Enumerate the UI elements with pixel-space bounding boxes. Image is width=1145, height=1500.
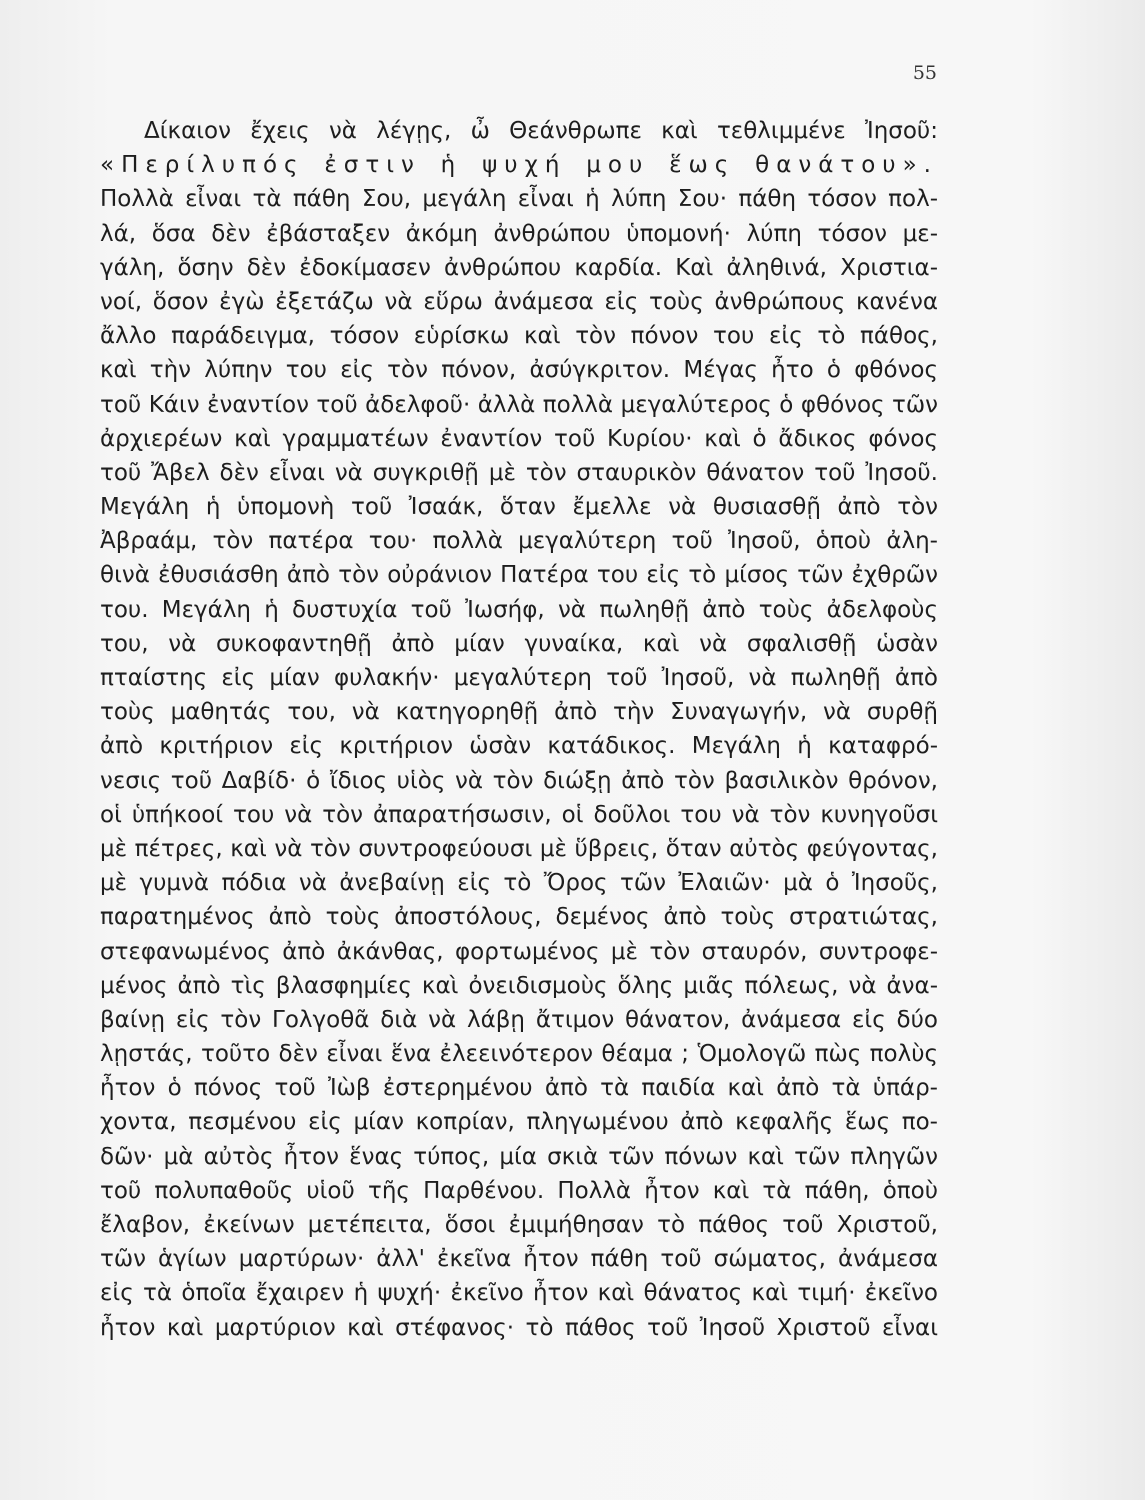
- text-line: γάλη, ὅσην δὲν ἐδοκίμασεν ἀνθρώπου καρδία. Καὶ ἀληθινά, Χριστια-: [100, 254, 938, 281]
- text-line: ἀρχιερέων καὶ γραμματέων ἐναντίον τοῦ Κυρίου· καὶ ὁ ἄδικος φόνος: [100, 425, 938, 452]
- text-line: νεσις τοῦ Δαβίδ· ὁ ἴδιος υἱὸς νὰ τὸν διώξῃ ἀπὸ τὸν βασιλικὸν θρόνον,: [100, 767, 938, 794]
- text-line: πταίστης εἰς μίαν φυλακήν· μεγαλύτερη τοῦ Ἰησοῦ, νὰ πωληθῇ ἀπὸ: [100, 665, 938, 691]
- text-line: χοντα, πεσμένου εἰς μίαν κοπρίαν, πληγωμένου ἀπὸ κεφαλῆς ἕως πο-: [100, 1109, 938, 1136]
- text-line: δῶν· μὰ αὐτὸς ἦτον ἕνας τύπος, μία σκιὰ τῶν πόνων καὶ τῶν πληγῶν: [100, 1143, 938, 1170]
- text-line: μὲ πέτρες, καὶ νὰ τὸν συντροφεύουσι μὲ ὕβρεις, ὅταν αὐτὸς φεύγοντας,: [100, 835, 938, 862]
- text-line: Δίκαιον ἔχεις νὰ λέγῃς, ὦ Θεάνθρωπε καὶ τεθλιμμένε Ἰησοῦ:: [144, 118, 938, 144]
- text-line: παρατημένος ἀπὸ τοὺς ἀποστόλους, δεμένος ἀπὸ τοὺς στρατιώτας,: [100, 904, 938, 931]
- text-line: εἰς τὰ ὁποῖα ἔχαιρεν ἡ ψυχή· ἐκεῖνο ἦτον καὶ θάνατος καὶ τιμή· ἐκεῖνο: [100, 1280, 938, 1307]
- text-line: οἱ ὑπήκοοί του νὰ τὸν ἀπαρατήσωσιν, οἱ δοῦλοι του νὰ τὸν κυνηγοῦσι: [100, 801, 938, 828]
- text-line: καὶ τὴν λύπην του εἰς τὸν πόνον, ἀσύγκριτον. Μέγας ἦτο ὁ φθόνος: [100, 357, 938, 384]
- body-text: [100, 114, 938, 1345]
- text-line: θινὰ ἐθυσιάσθη ἀπὸ τὸν οὐράνιον Πατέρα του εἰς τὸ μίσος τῶν ἐχθρῶν: [100, 562, 938, 589]
- text-line: Ἀβραάμ, τὸν πατέρα του· πολλὰ μεγαλύτερη τοῦ Ἰησοῦ, ὁποὺ ἀλη-: [100, 528, 938, 555]
- text-line: τοῦ Κάιν ἐναντίον τοῦ ἀδελφοῦ· ἀλλὰ πολλὰ μεγαλύτερος ὁ φθόνος τῶν: [100, 391, 938, 418]
- text-line: Μεγάλη ἡ ὑπομονὴ τοῦ Ἰσαάκ, ὅταν ἔμελλε νὰ θυσιασθῇ ἀπὸ τὸν: [100, 494, 938, 521]
- text-line: του, νὰ συκοφαντηθῇ ἀπὸ μίαν γυναίκα, καὶ νὰ σφαλισθῇ ὡσὰν: [100, 630, 938, 657]
- text-line: μένος ἀπὸ τὶς βλασφημίες καὶ ὀνειδισμοὺς ὅλης μιᾶς πόλεως, νὰ ἀνα-: [100, 972, 938, 999]
- text-line-quote: «Περίλυπός ἐστιν ἡ ψυχή μου ἕως θανάτου».: [100, 152, 938, 179]
- text-line: τῶν ἁγίων μαρτύρων· ἀλλ' ἐκεῖνα ἦτον πάθη τοῦ σώματος, ἀνάμεσα: [100, 1246, 938, 1273]
- text-line: του. Μεγάλη ἡ δυστυχία τοῦ Ἰωσήφ, νὰ πωληθῇ ἀπὸ τοὺς ἀδελφοὺς: [100, 596, 938, 623]
- page-number: 55: [912, 62, 937, 84]
- text-line: λῃστάς, τοῦτο δὲν εἶναι ἕνα ἐλεεινότερον θέαμα ; Ὁμολογῶ πὼς πολὺς: [100, 1041, 938, 1068]
- text-line: ἦτον καὶ μαρτύριον καὶ στέφανος· τὸ πάθος τοῦ Ἰησοῦ Χριστοῦ εἶναι: [100, 1314, 938, 1341]
- text-line: ἀπὸ κριτήριον εἰς κριτήριον ὡσὰν κατάδικος. Μεγάλη ἡ καταφρό-: [100, 733, 938, 760]
- text-line: στεφανωμένος ἀπὸ ἀκάνθας, φορτωμένος μὲ τὸν σταυρόν, συντροφε-: [100, 938, 938, 965]
- text-line: νοί, ὅσον ἐγὼ ἐξετάζω νὰ εὕρω ἀνάμεσα εἰς τοὺς ἀνθρώπους κανένα: [100, 288, 938, 315]
- text-line: Πολλὰ εἶναι τὰ πάθη Σου, μεγάλη εἶναι ἡ λύπη Σου· πάθη τόσον πολ-: [100, 186, 938, 213]
- text-line: ἦτον ὁ πόνος τοῦ Ἰὼβ ἐστερημένου ἀπὸ τὰ παιδία καὶ ἀπὸ τὰ ὑπάρ-: [100, 1075, 938, 1102]
- text-line: μὲ γυμνὰ πόδια νὰ ἀνεβαίνῃ εἰς τὸ Ὄρος τῶν Ἐλαιῶν· μὰ ὁ Ἰησοῦς,: [100, 870, 938, 897]
- text-line: βαίνῃ εἰς τὸν Γολγοθᾶ διὰ νὰ λάβῃ ἄτιμον θάνατον, ἀνάμεσα εἰς δύο: [100, 1006, 938, 1033]
- text-line: λά, ὅσα δὲν ἐβάσταξεν ἀκόμη ἀνθρώπου ὑπομονή· λύπη τόσον με-: [100, 220, 938, 247]
- text-line: τοῦ Ἄβελ δὲν εἶναι νὰ συγκριθῇ μὲ τὸν σταυρικὸν θάνατον τοῦ Ἰησοῦ.: [100, 459, 938, 486]
- text-line: ἄλλο παράδειγμα, τόσον εὑρίσκω καὶ τὸν πόνον του εἰς τὸ πάθος,: [100, 323, 938, 350]
- text-line: ἔλαβον, ἐκείνων μετέπειτα, ὅσοι ἐμιμήθησαν τὸ πάθος τοῦ Χριστοῦ,: [100, 1212, 938, 1238]
- text-line: τοῦ πολυπαθοῦς υἱοῦ τῆς Παρθένου. Πολλὰ ἦτον καὶ τὰ πάθη, ὁποὺ: [100, 1177, 938, 1204]
- text-line: τοὺς μαθητάς του, νὰ κατηγορηθῇ ἀπὸ τὴν Συναγωγήν, νὰ συρθῇ: [100, 699, 938, 726]
